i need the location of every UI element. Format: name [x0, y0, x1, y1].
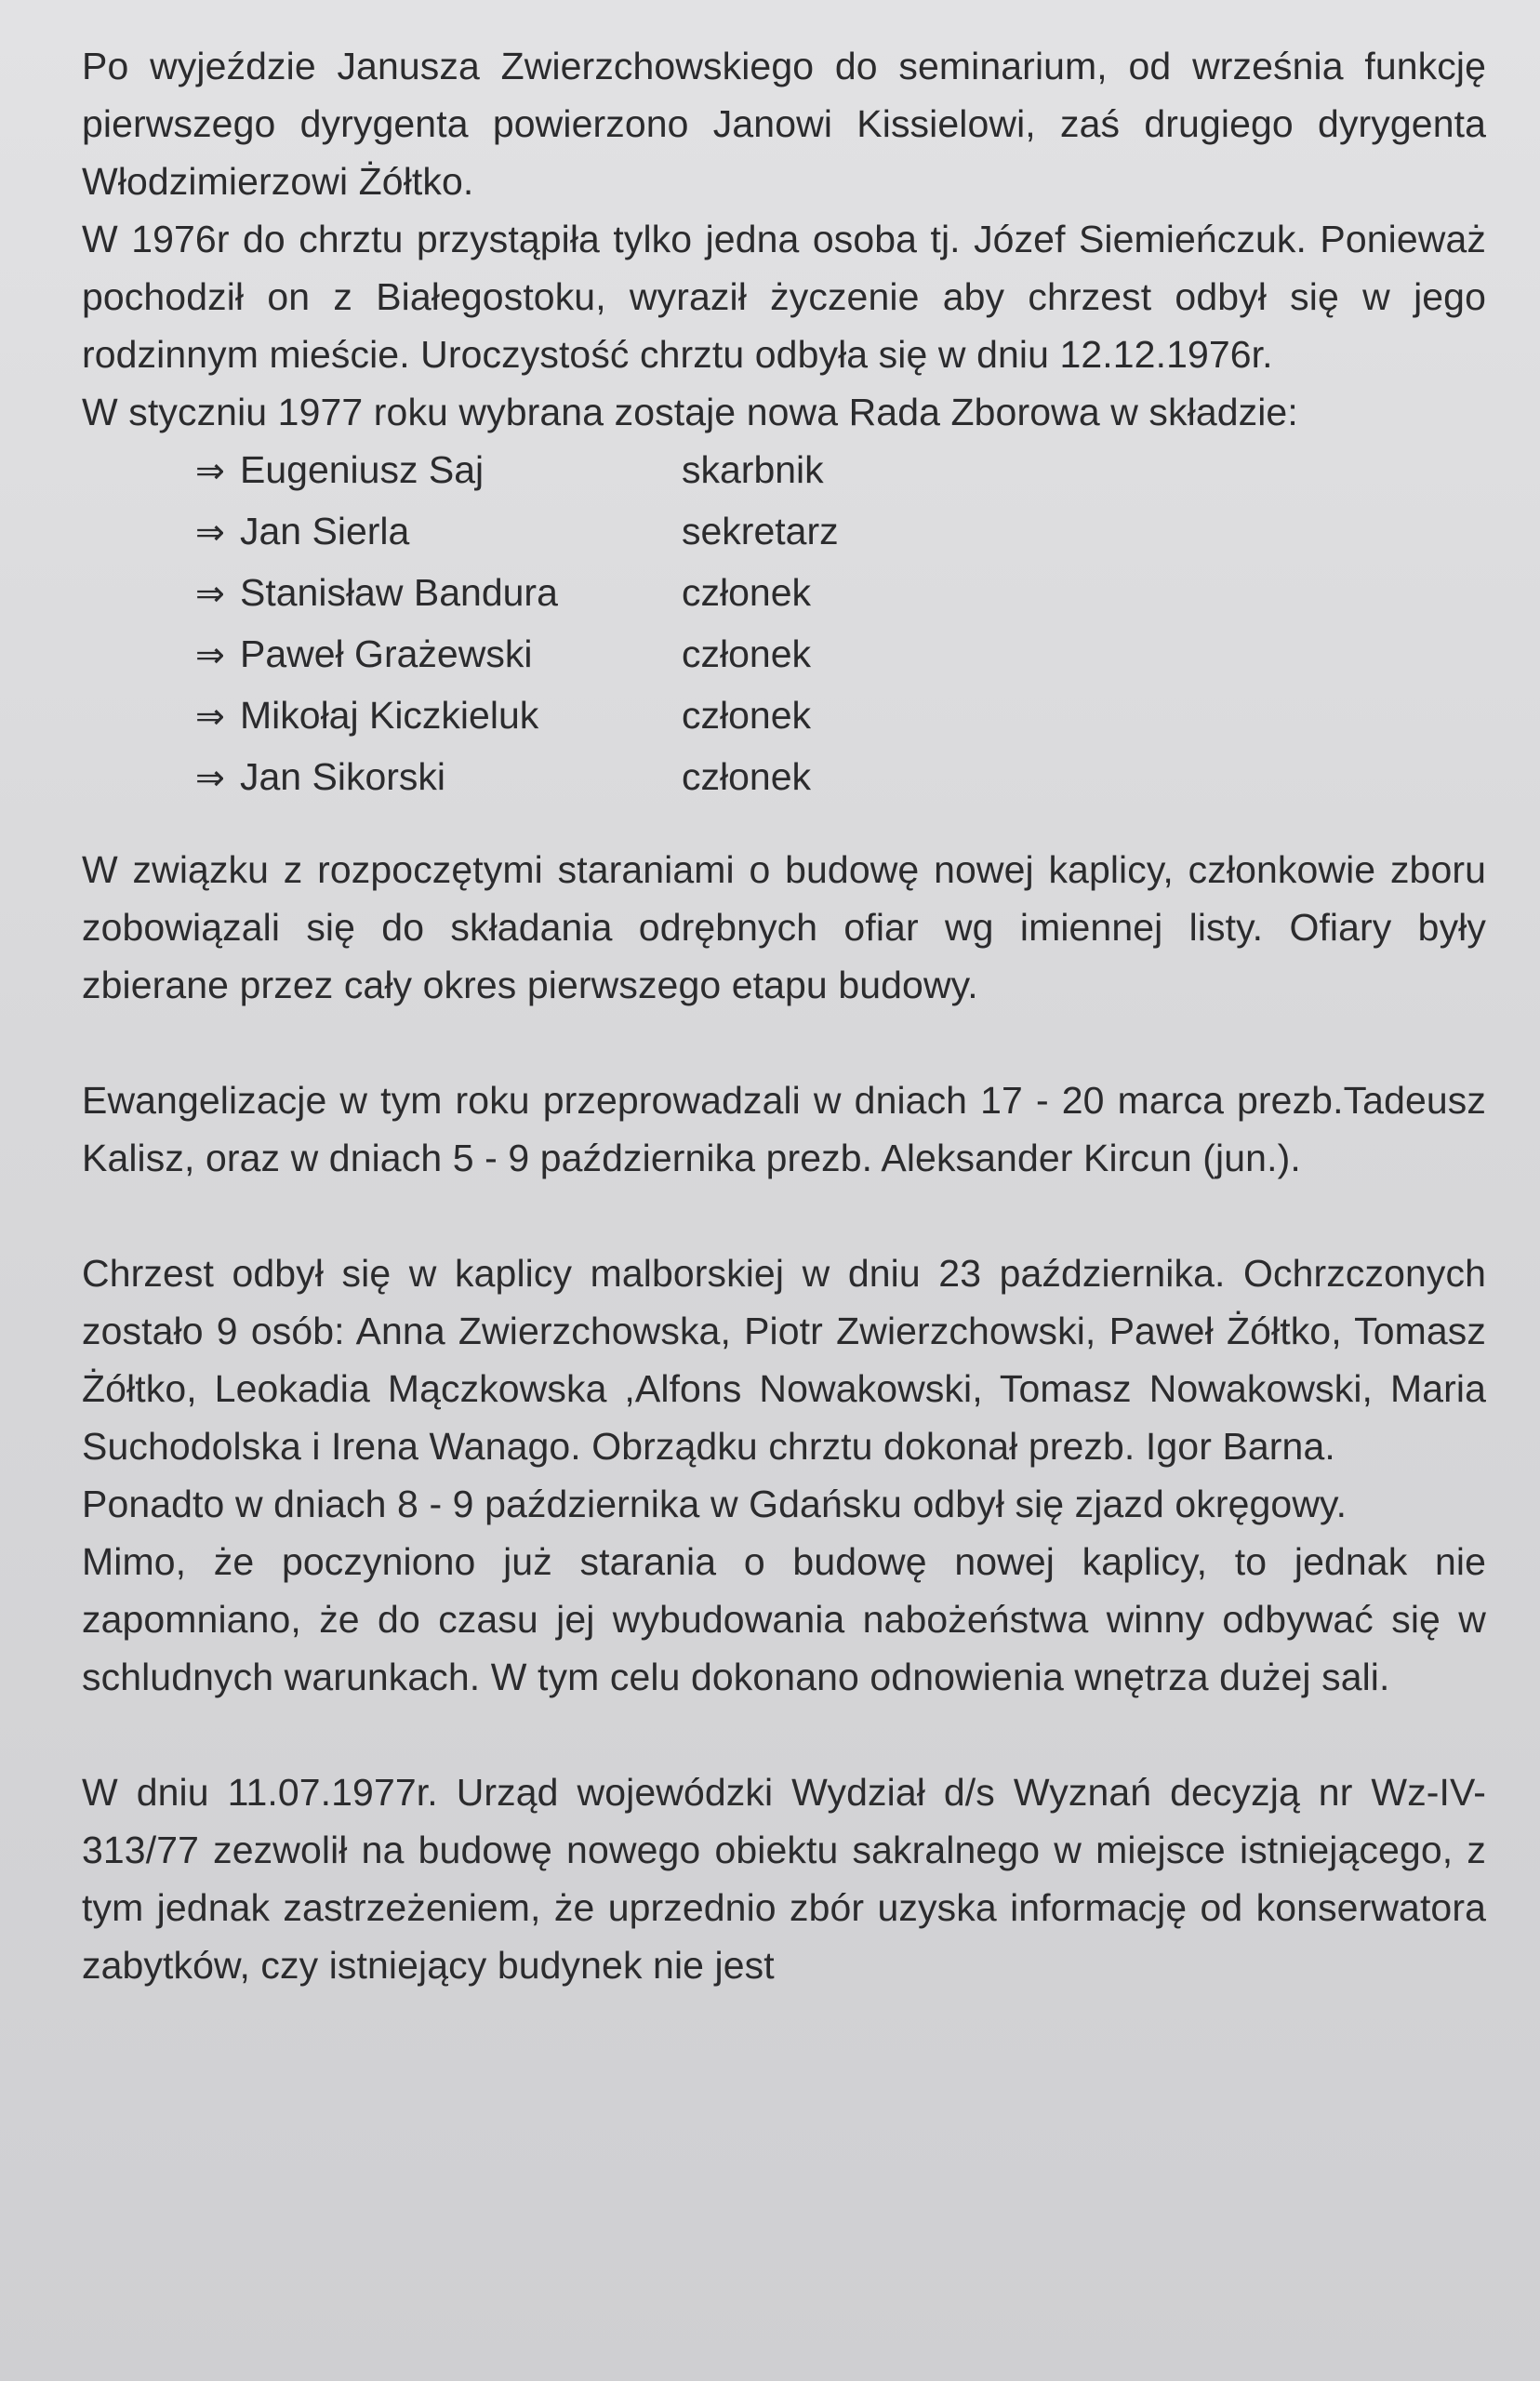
list-item	[82, 504, 1486, 565]
council-member-name: Jan Sikorski	[240, 755, 446, 798]
list-item	[82, 627, 1486, 688]
double-right-arrow-icon: ⇒	[195, 575, 225, 614]
paragraph-evangelization: Ewangelizacje w tym roku przeprowadzali w dniach 17 - 20 marca prezb.Tadeusz Kalisz, oraz w dniach 5 - 9 października prezb. Aleksander Kircun (jun.).	[82, 1079, 1486, 1179]
council-member-role: członek	[682, 755, 812, 798]
council-member-name: Paweł Grażewski	[240, 632, 533, 675]
list-item	[82, 565, 1486, 627]
list-item	[82, 750, 1486, 811]
double-right-arrow-icon: ⇒	[195, 513, 225, 552]
double-right-arrow-icon: ⇒	[195, 636, 225, 675]
double-right-arrow-icon: ⇒	[195, 452, 225, 491]
council-member-role: członek	[682, 632, 812, 675]
council-member-name: Mikołaj Kiczkieluk	[240, 694, 539, 737]
council-member-role: skarbnik	[682, 448, 824, 491]
document-page	[82, 37, 1486, 2362]
paragraph-hall-renovation: Mimo, że poczyniono już starania o budowę nowej kaplicy, to jednak nie zapomniano, że do czasu jej wybudowania nabożeństwa winny odbywać się w schludnych warunkach. W tym celu dokonano odnowienia wnętrza dużej sali.	[82, 1540, 1486, 1698]
paragraph-district-meeting: Ponadto w dniach 8 - 9 października w Gdańsku odbył się zjazd okręgowy.	[82, 1483, 1348, 1525]
council-member-name: Stanisław Bandura	[240, 571, 558, 614]
paragraph-baptism-1976: W 1976r do chrztu przystąpiła tylko jedna osoba tj. Józef Siemieńczuk. Ponieważ pochodził on z Białegostoku, wyraził życzenie aby chrzest odbył się w jego rodzinnym mieście. Uroczystość chrztu odbyła się w dniu 12.12.1976r.	[82, 218, 1486, 376]
council-member-name: Jan Sierla	[240, 510, 410, 552]
double-right-arrow-icon: ⇒	[195, 698, 225, 737]
paragraph-baptism-1977: Chrzest odbył się w kaplicy malborskiej w dniu 23 października. Ochrzczonych zostało 9 osób: Anna Zwierzchowska, Piotr Zwierzchowski, Paweł Żółtko, Tomasz Żółtko, Leokadia Mączkowska ,Alfons Nowakowski, Tomasz Nowakowski, Maria Suchodolska i Irena Wanago. Obrządku chrztu dokonał prezb. Igor Barna.	[82, 1252, 1486, 1468]
council-member-role: członek	[682, 694, 812, 737]
council-member-role: członek	[682, 571, 812, 614]
paragraph-building-permit: W dniu 11.07.1977r. Urząd wojewódzki Wydział d/s Wyznań decyzją nr Wz-IV-313/77 zezwolił na budowę nowego obiektu sakralnego w miejsce istniejącego, z tym jednak zastrzeżeniem, że uprzednio zbór uzyska informację od konserwatora zabytków, czy istniejący budynek nie jest	[82, 1771, 1486, 1987]
council-member-name: Eugeniusz Saj	[240, 448, 485, 491]
paragraph-conductors: Po wyjeździe Janusza Zwierzchowskiego do seminarium, od września funkcję pierwszego dyrygenta powierzono Janowi Kissielowi, zaś drugiego dyrygenta Włodzimierzowi Żółtko.	[82, 45, 1486, 203]
council-member-role: sekretarz	[682, 510, 839, 552]
paragraph-council-intro: W styczniu 1977 roku wybrana zostaje nowa Rada Zborowa w składzie:	[82, 391, 1298, 433]
council-list	[82, 443, 1486, 811]
double-right-arrow-icon: ⇒	[195, 759, 225, 798]
paragraph-chapel-offerings: W związku z rozpoczętymi staraniami o budowę nowej kaplicy, członkowie zboru zobowiązali się do składania odrębnych ofiar wg imiennej listy. Ofiary były zbierane przez cały okres pierwszego etapu budowy.	[82, 848, 1486, 1006]
list-item	[82, 688, 1486, 750]
list-item	[82, 443, 1486, 504]
